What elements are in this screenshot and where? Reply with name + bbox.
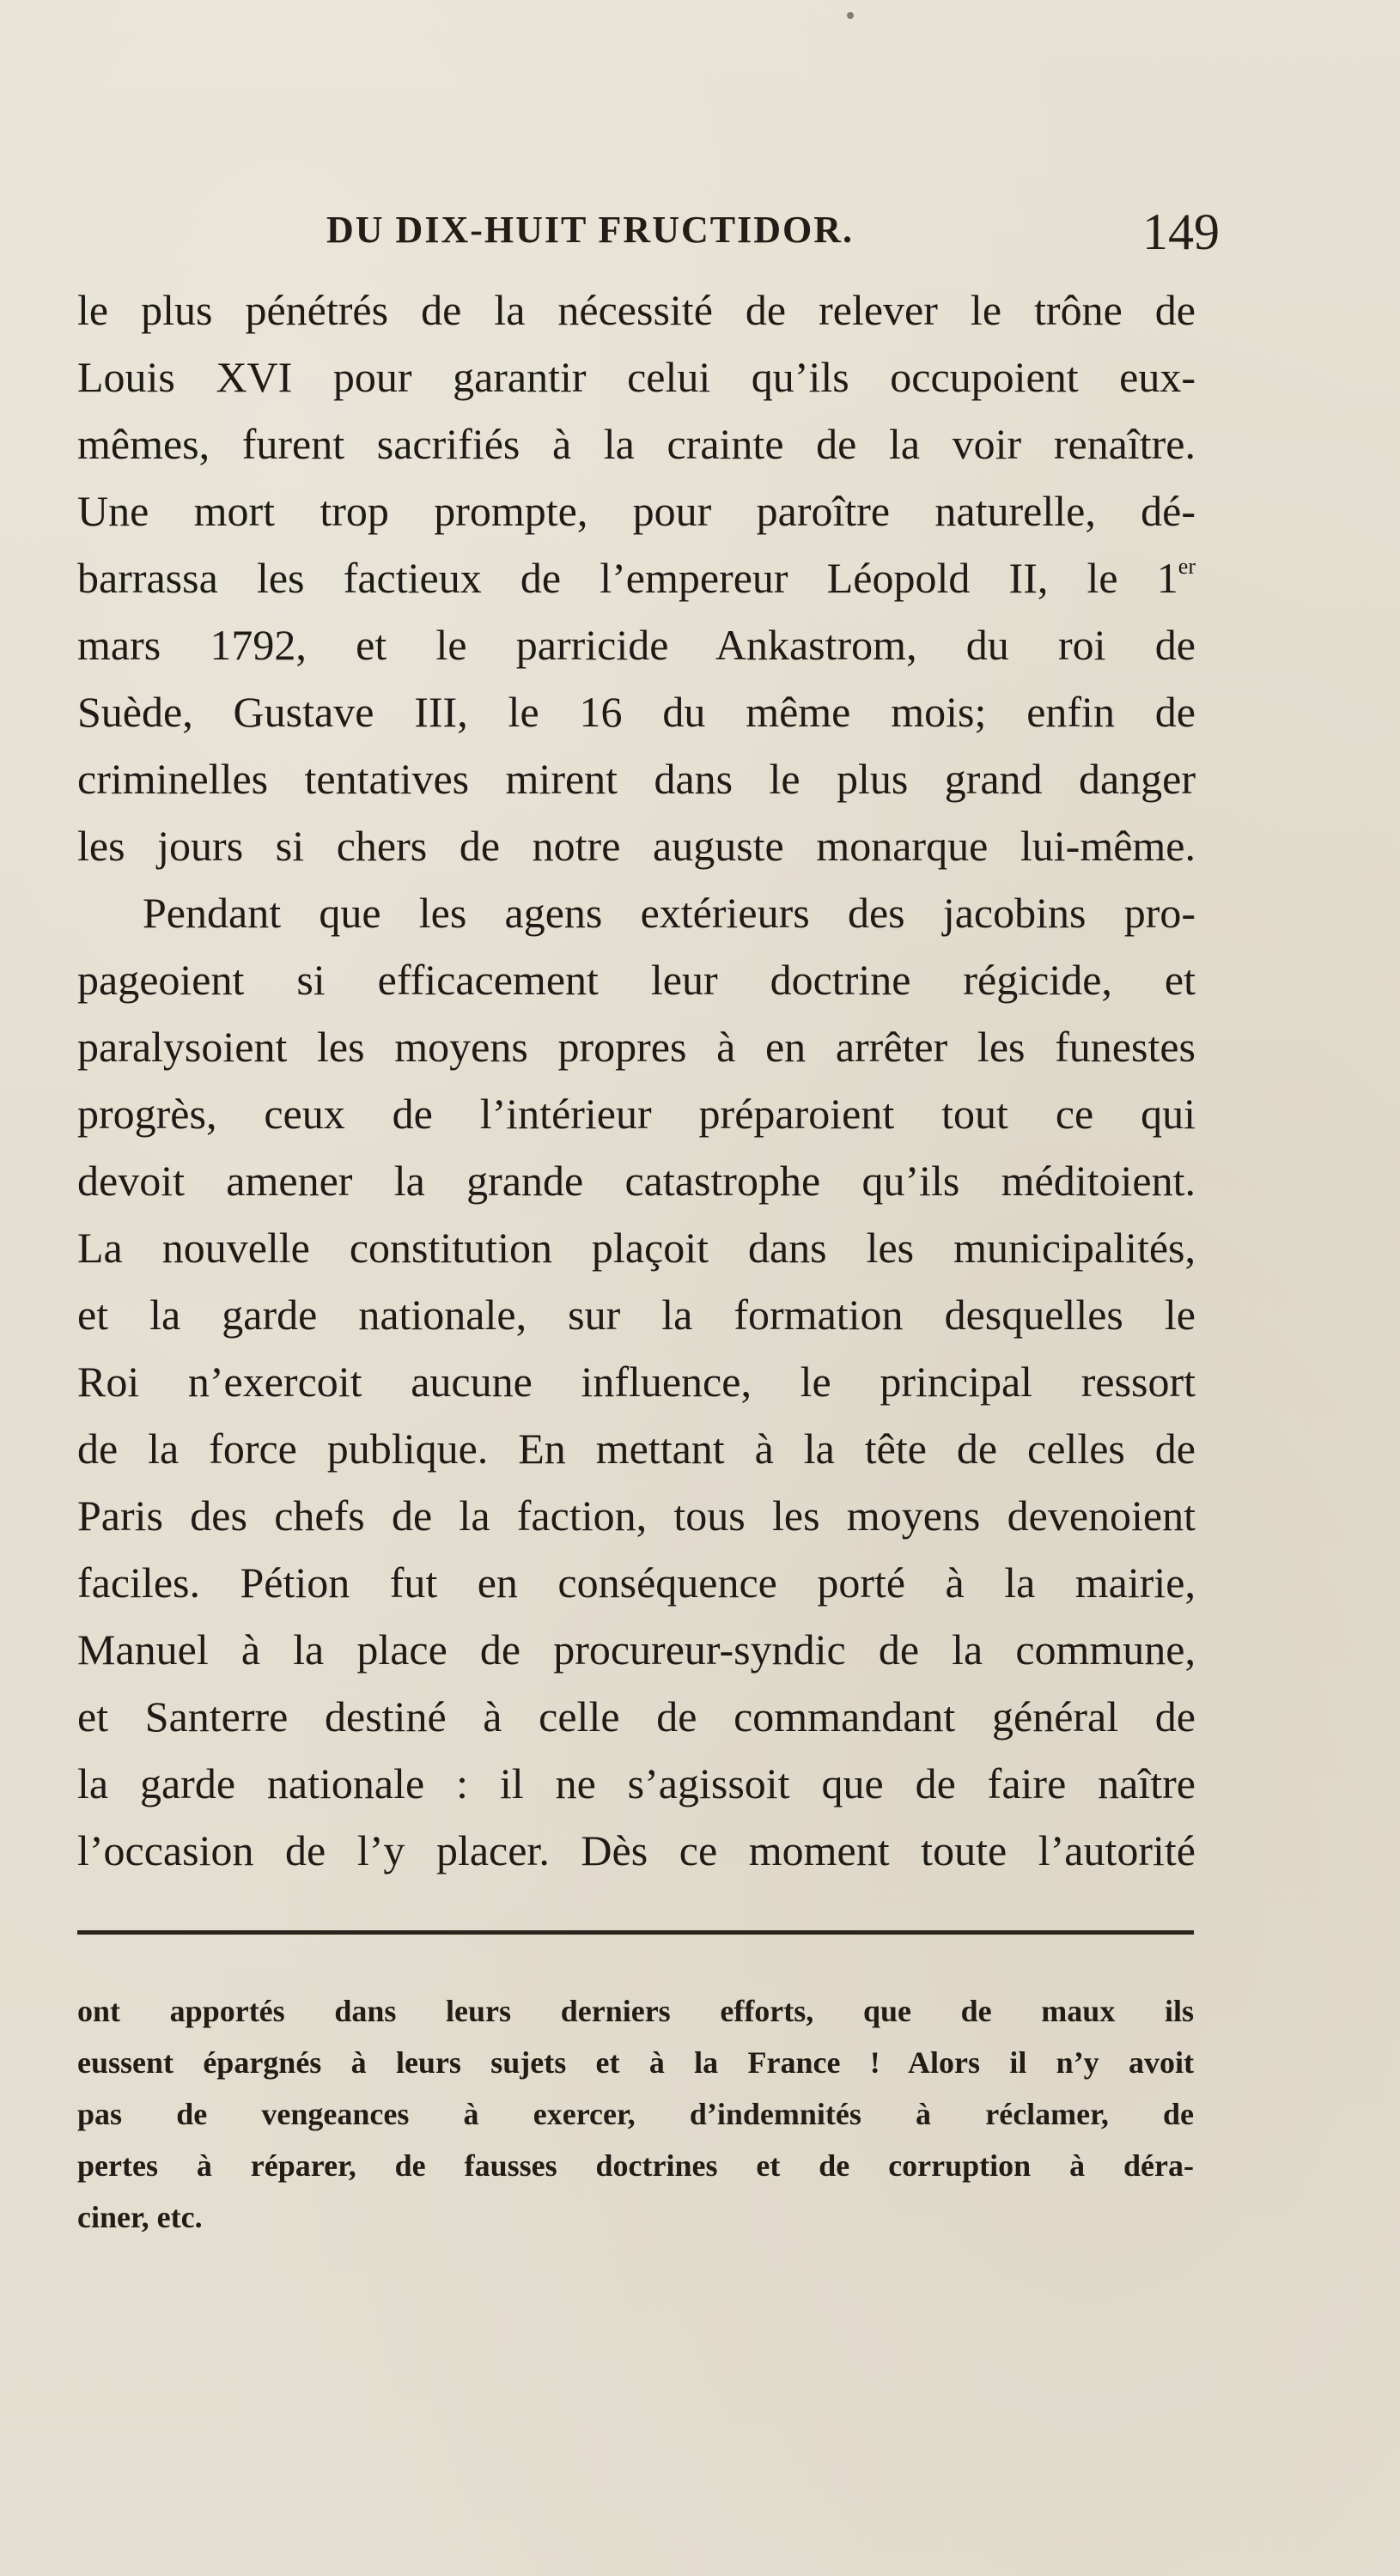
text-line-with-superscript <box>77 544 1196 611</box>
text-line: et la garde nationale, sur la formation desquelles le <box>77 1291 1196 1339</box>
text-line: paralysoient les moyens propres à en arrêter les funestes <box>77 1023 1196 1071</box>
footnote-line: ciner, etc. <box>77 2200 203 2234</box>
text-line: les jours si chers de notre auguste monarque lui-même. <box>77 822 1196 870</box>
text-line: Paris des chefs de la faction, tous les moyens devenoient <box>77 1492 1196 1540</box>
text-line: de la force publique. En mettant à la tête de celles de <box>77 1425 1196 1473</box>
text-line: Roi n’exercoit aucune influence, le principal ressort <box>77 1358 1196 1406</box>
text-line: la garde nationale : il ne s’agissoit que de faire naître <box>77 1759 1196 1807</box>
text-line: Une mort trop prompte, pour paroître naturelle, dé- <box>77 487 1196 535</box>
text-line: Manuel à la place de procureur-syndic de la commune, <box>77 1625 1196 1674</box>
page-number: 149 <box>1142 204 1220 260</box>
ink-speck <box>847 12 854 19</box>
text-line: barrassa les factieux de l’empereur Léopold II, le 1 <box>77 554 1178 602</box>
text-line: faciles. Pétion fut en conséquence porté à la mairie, <box>77 1558 1196 1607</box>
footnote-line: ont apportés dans leurs derniers efforts, que de maux ils <box>77 1994 1194 2028</box>
text-line: pageoient si efficacement leur doctrine régicide, et <box>77 956 1196 1004</box>
footnote-line: pertes à réparer, de fausses doctrines et de corruption à déra- <box>77 2148 1194 2183</box>
footnote-rule <box>77 1930 1194 1935</box>
main-text <box>77 276 1196 1884</box>
text-line: Louis XVI pour garantir celui qu’ils occupoient eux- <box>77 353 1196 401</box>
text-line: mêmes, furent sacrifiés à la crainte de la voir renaître. <box>77 420 1196 468</box>
text-line: le plus pénétrés de la nécessité de relever le trône de <box>77 286 1196 334</box>
footnote-line: pas de vengeances à exercer, d’indemnités à réclamer, de <box>77 2097 1194 2131</box>
text-line: La nouvelle constitution plaçoit dans les municipalités, <box>77 1224 1196 1272</box>
text-line: devoit amener la grande catastrophe qu’ils méditoient. <box>77 1157 1196 1205</box>
footnote <box>77 1985 1194 2243</box>
footnote-line: eussent épargnés à leurs sujets et à la France ! Alors il n’y avoit <box>77 2045 1194 2080</box>
text-line: l’occasion de l’y placer. Dès ce moment toute l’autorité <box>77 1826 1196 1874</box>
text-line: Suède, Gustave III, le 16 du même mois; enfin de <box>77 688 1196 736</box>
text-line: mars 1792, et le parricide Ankastrom, du roi de <box>77 621 1196 669</box>
text-line: criminelles tentatives mirent dans le plus grand danger <box>77 755 1196 803</box>
paragraph-start-line: Pendant que les agens extérieurs des jacobins pro- <box>143 889 1196 937</box>
superscript: er <box>1178 554 1196 579</box>
running-head: DU DIX-HUIT FRUCTIDOR. <box>326 209 855 251</box>
text-line: progrès, ceux de l’intérieur préparoient tout ce qui <box>77 1090 1196 1138</box>
text-line: et Santerre destiné à celle de commandant général de <box>77 1692 1196 1741</box>
